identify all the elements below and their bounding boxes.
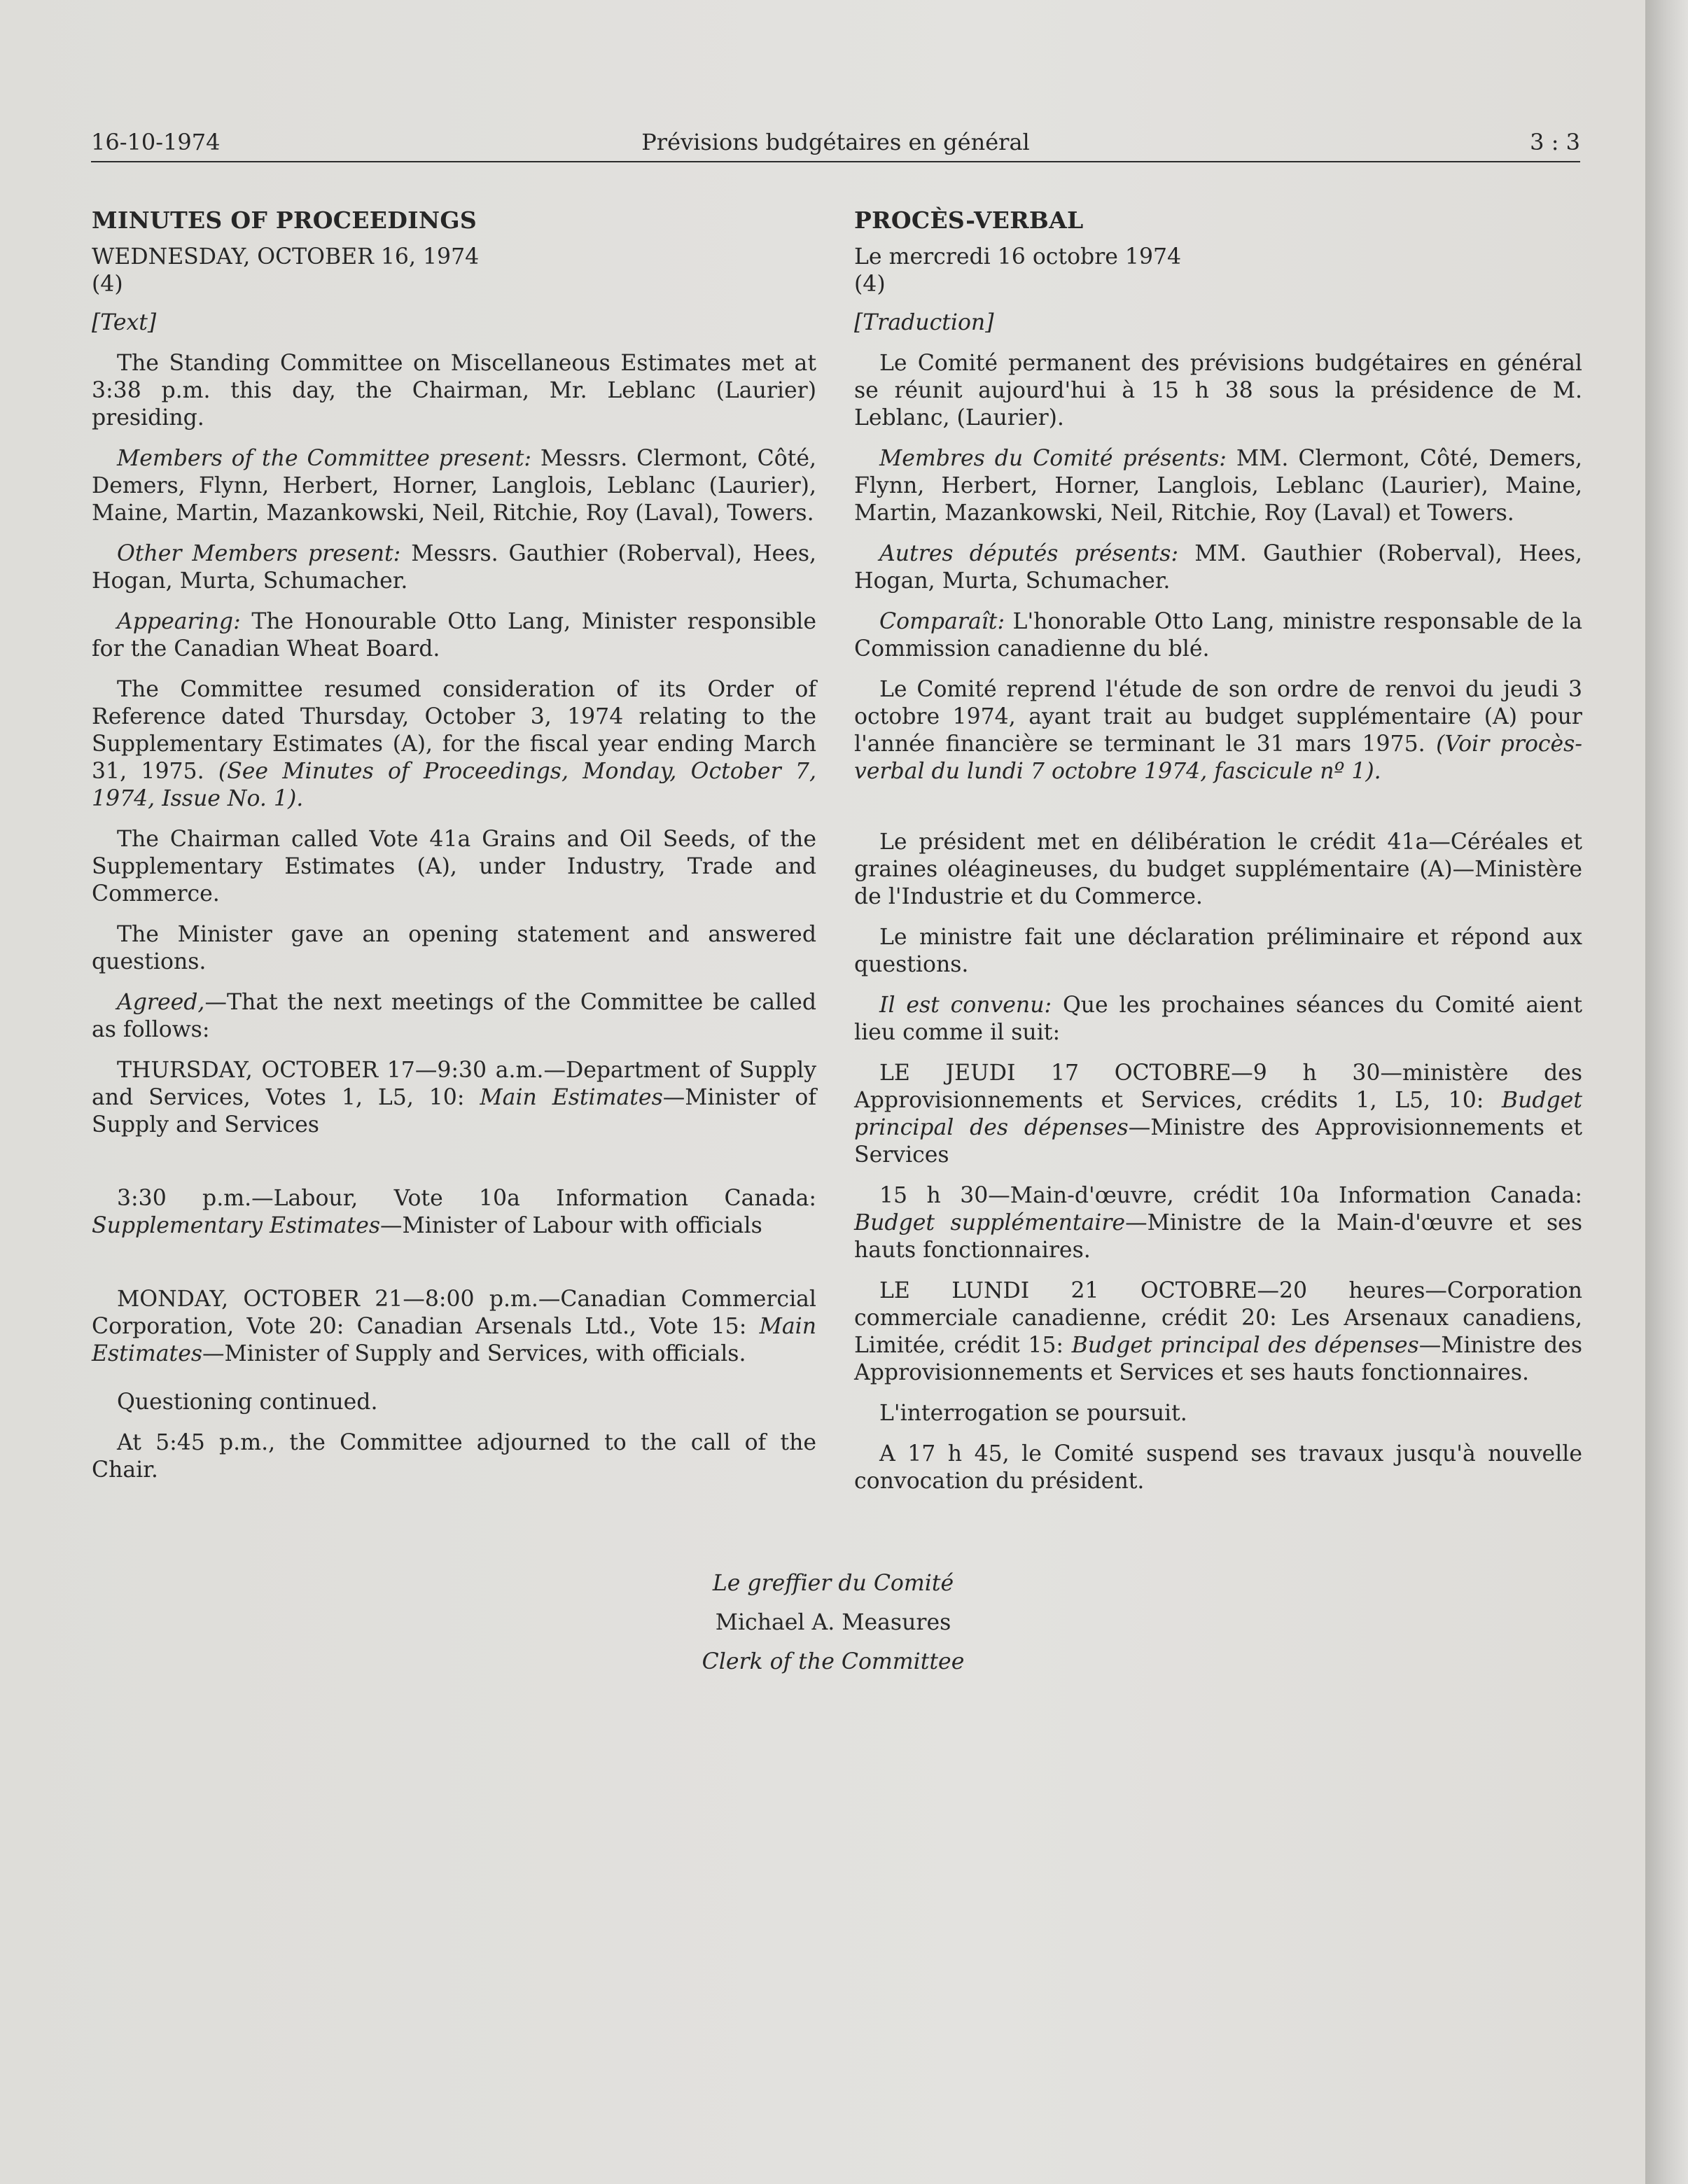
english-meeting-number: (4) — [92, 272, 123, 297]
french-adjourned: A 17 h 45, le Comité suspend ses travaux jusqu'à nouvelle convocation du président. — [854, 1441, 1582, 1494]
french-others-label: Autres députés présents: — [879, 541, 1179, 566]
french-thursday-meeting: LE JEUDI 17 OCTOBRE—9 h 30—ministère des Approvisionnements et Services, crédits 1, L5, 10: Budget principal des dépenses—Ministre des Approvisionnements et Services — [854, 1060, 1582, 1168]
french-heading: PROCÈS-VERBAL — [854, 206, 1084, 234]
english-members-present: Members of the Committee present: Messrs. Clermont, Côté, Demers, Flynn, Herbert, Horner, Langlois, Leblanc (Laurier), Maine, Martin, Mazankowski, Neil, Ritchie, Roy (Laval), Towers. — [92, 446, 816, 526]
header-title: Prévisions budgétaires en général — [641, 129, 1030, 155]
english-thursday-meeting: THURSDAY, OCTOBER 17—9:30 a.m.—Department of Supply and Services, Votes 1, L5, 10: Main Estimates—Minister of Supply and Services — [92, 1058, 816, 1138]
french-labour-meeting: 15 h 30—Main-d'œuvre, crédit 10a Information Canada: Budget supplémentaire—Ministre de la Main-d'œuvre et ses hauts fonctionnaires. — [854, 1183, 1582, 1263]
english-appearing: Appearing: The Honourable Otto Lang, Minister responsible for the Canadian Wheat Board. — [92, 609, 816, 662]
french-other-members: Autres députés présents: MM. Gauthier (Roberval), Hees, Hogan, Murta, Schumacher. — [854, 541, 1583, 594]
english-opening-paragraph: The Standing Committee on Miscellaneous Estimates met at 3:38 p.m. this day, the Chairman, Mr. Leblanc (Laurier) presiding. — [92, 351, 816, 430]
french-date: Le mercredi 16 octobre 1974 — [854, 244, 1182, 270]
english-vote-paragraph: The Chairman called Vote 41a Grains and Oil Seeds, of the Supplementary Estimates (A), under Industry, Trade and Commerce. — [92, 827, 816, 906]
french-agreed-paragraph: Il est convenu: Que les prochaines séances du Comité aient lieu comme il suit: — [854, 993, 1583, 1045]
english-date: WEDNESDAY, OCTOBER 16, 1974 — [92, 244, 480, 270]
clerk-signature-block — [490, 1564, 1176, 1681]
french-members-label: Membres du Comité présents: — [879, 446, 1227, 471]
english-monday-meeting: MONDAY, OCTOBER 21—8:00 p.m.—Canadian Commercial Corporation, Vote 20: Canadian Arsenals Ltd., Vote 15: Main Estimates—Minister of Supply and Services, with officials. — [92, 1287, 816, 1366]
french-column — [854, 206, 1582, 1508]
french-opening-paragraph: Le Comité permanent des prévisions budgétaires en général se réunit aujourd'hui à 15 h 38 sous la présidence de M. Leblanc, (Laurier). — [854, 351, 1582, 430]
french-minister-paragraph: Le ministre fait une déclaration préliminaire et répond aux questions. — [854, 925, 1582, 977]
english-text-tag: [Text] — [92, 310, 157, 335]
french-appearing-label: Comparaît: — [879, 609, 1005, 634]
english-minister-paragraph: The Minister gave an opening statement and answered questions. — [92, 922, 816, 974]
english-appearing-label: Appearing: — [117, 609, 241, 634]
french-members-present: Membres du Comité présents: MM. Clermont, Côté, Demers, Flynn, Herbert, Horner, Langlois, Leblanc (Laurier), Maine, Martin, Mazankowski, Neil, Ritchie, Roy (Laval) et Towers. — [854, 446, 1582, 526]
english-adjourned: At 5:45 p.m., the Committee adjourned to the call of the Chair. — [92, 1430, 816, 1483]
page-edge — [1645, 0, 1688, 2184]
english-others-label: Other Members present: — [117, 541, 401, 566]
french-monday-meeting: LE LUNDI 21 OCTOBRE—20 heures—Corporation commerciale canadienne, crédit 20: Les Arsenaux canadiens, Limitée, crédit 15: Budget principal des dépenses—Ministre des Approvisionnements et Services et ses hauts fonctionnaires. — [854, 1278, 1582, 1385]
english-resumed-paragraph: The Committee resumed consideration of its Order of Reference dated Thursday, October 3, 1974 relating to the Supplementary Estimates (A), for the fiscal year ending March 31, 1975. (See Minutes of Proceedings, Monday, October 7, 1974, Issue No. 1). — [92, 677, 816, 811]
english-labour-meeting: 3:30 p.m.—Labour, Vote 10a Information Canada: Supplementary Estimates—Minister of Labour with officials — [92, 1186, 816, 1238]
english-agreed-paragraph: Agreed,—That the next meetings of the Committee be called as follows: — [92, 990, 816, 1042]
french-questioning: L'interrogation se poursuit. — [879, 1401, 1187, 1426]
english-column — [92, 206, 816, 1497]
french-vote-paragraph: Le président met en délibération le crédit 41a—Céréales et graines oléagineuses, du budget supplémentaire (A)—Ministère de l'Industrie et du Commerce. — [854, 830, 1582, 909]
english-heading: MINUTES OF PROCEEDINGS — [92, 206, 477, 234]
header-date: 16-10-1974 — [91, 129, 221, 155]
french-text-tag: [Traduction] — [854, 310, 994, 335]
clerk-name: Michael A. Measures — [715, 1610, 951, 1635]
french-resumed-paragraph: Le Comité reprend l'étude de son ordre de renvoi du jeudi 3 octobre 1974, ayant trait au budget supplémentaire (A) pour l'année financière se terminant le 31 mars 1975. (Voir procès-verbal du lundi 7 octobre 1974, fascicule nº 1). — [854, 677, 1582, 784]
clerk-title-french: Le greffier du Comité — [712, 1571, 954, 1596]
english-questioning: Questioning continued. — [117, 1390, 378, 1415]
header-page-number: 3 : 3 — [1530, 129, 1580, 155]
clerk-title-english: Clerk of the Committee — [702, 1649, 965, 1674]
english-members-label: Members of the Committee present: — [117, 446, 531, 471]
french-meeting-number: (4) — [854, 272, 886, 297]
english-other-members: Other Members present: Messrs. Gauthier (Roberval), Hees, Hogan, Murta, Schumacher. — [92, 541, 816, 594]
page-header — [91, 125, 1580, 162]
french-appearing: Comparaît: L'honorable Otto Lang, ministre responsable de la Commission canadienne du blé. — [854, 609, 1582, 662]
